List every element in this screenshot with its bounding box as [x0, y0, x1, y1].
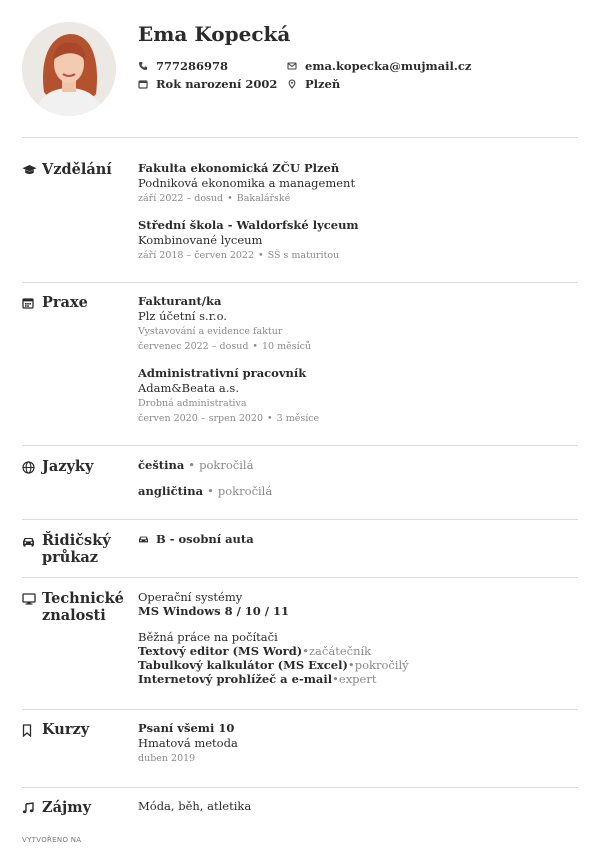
footer-credit: VYTVOŘENO NA: [22, 836, 82, 844]
bookmark-icon: [22, 721, 42, 739]
section-title: Kurzy: [42, 721, 90, 738]
divider: [22, 787, 578, 788]
divider: [22, 282, 578, 283]
education-entry: [138, 218, 578, 264]
email-address[interactable]: ema.kopecka@mujmail.cz: [305, 59, 472, 73]
calendar-small-icon: [138, 79, 152, 89]
study-period: září 2022 – dosud • Bakalářské: [138, 193, 291, 204]
skill-item: Textový editor (MS Word)•začátečník: [138, 644, 372, 658]
language-item: čeština • pokročilá: [138, 458, 254, 472]
skill-item: Tabulkový kalkulátor (MS Excel)•pokročilý: [138, 658, 409, 672]
section-title: Praxe: [42, 294, 88, 311]
divider: [22, 445, 578, 446]
experience-list: [138, 294, 578, 438]
job-description: Drobná administrativa: [138, 398, 247, 409]
divider: [22, 577, 578, 578]
monitor-icon: [22, 590, 42, 608]
birth-contact: [138, 77, 277, 91]
music-note-icon: [22, 799, 42, 817]
license-section: [22, 532, 578, 572]
section-title: Řidičský průkaz: [42, 532, 111, 566]
phone-contact: [138, 59, 228, 73]
profile-photo: [22, 22, 116, 116]
study-field: Kombinované lyceum: [138, 233, 263, 247]
license-category: B - osobní auta: [156, 532, 254, 546]
experience-section: [22, 294, 578, 434]
skills-section: [22, 590, 578, 700]
car-icon: [22, 532, 42, 550]
divider: [22, 137, 578, 138]
license-value-row: [138, 532, 578, 547]
job-position: Fakturant/ka: [138, 294, 222, 308]
course-entry: [138, 721, 578, 767]
phone-number: 777286978: [156, 59, 229, 73]
envelope-icon: [287, 61, 301, 71]
education-list: [138, 161, 578, 275]
cv-header: [22, 22, 578, 116]
study-period: září 2018 – červen 2022 • SŠ s maturitou: [138, 250, 340, 261]
skills-list: [138, 590, 578, 686]
company-name: Plz účetní s.r.o.: [138, 309, 227, 323]
job-position: Administrativní pracovník: [138, 366, 307, 380]
course-date: duben 2019: [138, 753, 196, 764]
courses-section: [22, 721, 578, 771]
section-title: Vzdělání: [42, 161, 112, 178]
location-pin-icon: [287, 79, 301, 89]
globe-icon: [22, 458, 42, 476]
course-description: Hmatová metoda: [138, 736, 238, 750]
hobbies-value: Móda, běh, atletika: [138, 799, 252, 813]
job-entry: [138, 294, 578, 355]
avatar: [22, 22, 116, 116]
email-contact: [287, 59, 471, 73]
section-title: Jazyky: [42, 458, 94, 475]
study-field: Podniková ekonomika a management: [138, 176, 356, 190]
education-entry: [138, 161, 578, 207]
city-contact: [287, 77, 340, 91]
os-value: MS Windows 8 / 10 / 11: [138, 604, 289, 618]
car-small-icon: [138, 535, 156, 544]
candidate-name: Ema Kopecká: [138, 22, 291, 46]
language-list: [138, 458, 578, 510]
job-period: červenec 2022 – dosud • 10 měsíců: [138, 341, 312, 352]
job-period: červen 2020 – srpen 2020 • 3 měsíce: [138, 413, 320, 424]
graduation-cap-icon: [22, 161, 42, 179]
phone-icon: [138, 61, 152, 71]
education-section: [22, 161, 578, 271]
pc-label: Běžná práce na počítači: [138, 630, 278, 644]
hobbies-section: [22, 799, 578, 819]
school-name: Střední škola - Waldorfské lyceum: [138, 218, 359, 232]
section-title: Zájmy: [42, 799, 91, 816]
languages-section: [22, 458, 578, 508]
divider: [22, 519, 578, 520]
calendar-icon: [22, 294, 42, 312]
divider: [22, 709, 578, 710]
birth-year: Rok narození 2002: [156, 77, 278, 91]
job-description: Vystavování a evidence faktur: [138, 326, 283, 337]
job-entry: [138, 366, 578, 427]
company-name: Adam&Beata a.s.: [138, 381, 239, 395]
section-title: Technické znalosti: [42, 590, 124, 624]
language-item: angličtina • pokročilá: [138, 484, 273, 498]
school-name: Fakulta ekonomická ZČU Plzeň: [138, 161, 340, 175]
skill-item: Internetový prohlížeč a e-mail•expert: [138, 672, 377, 686]
city-name: Plzeň: [305, 77, 341, 91]
course-name: Psaní všemi 10: [138, 721, 235, 735]
os-label: Operační systémy: [138, 590, 243, 604]
